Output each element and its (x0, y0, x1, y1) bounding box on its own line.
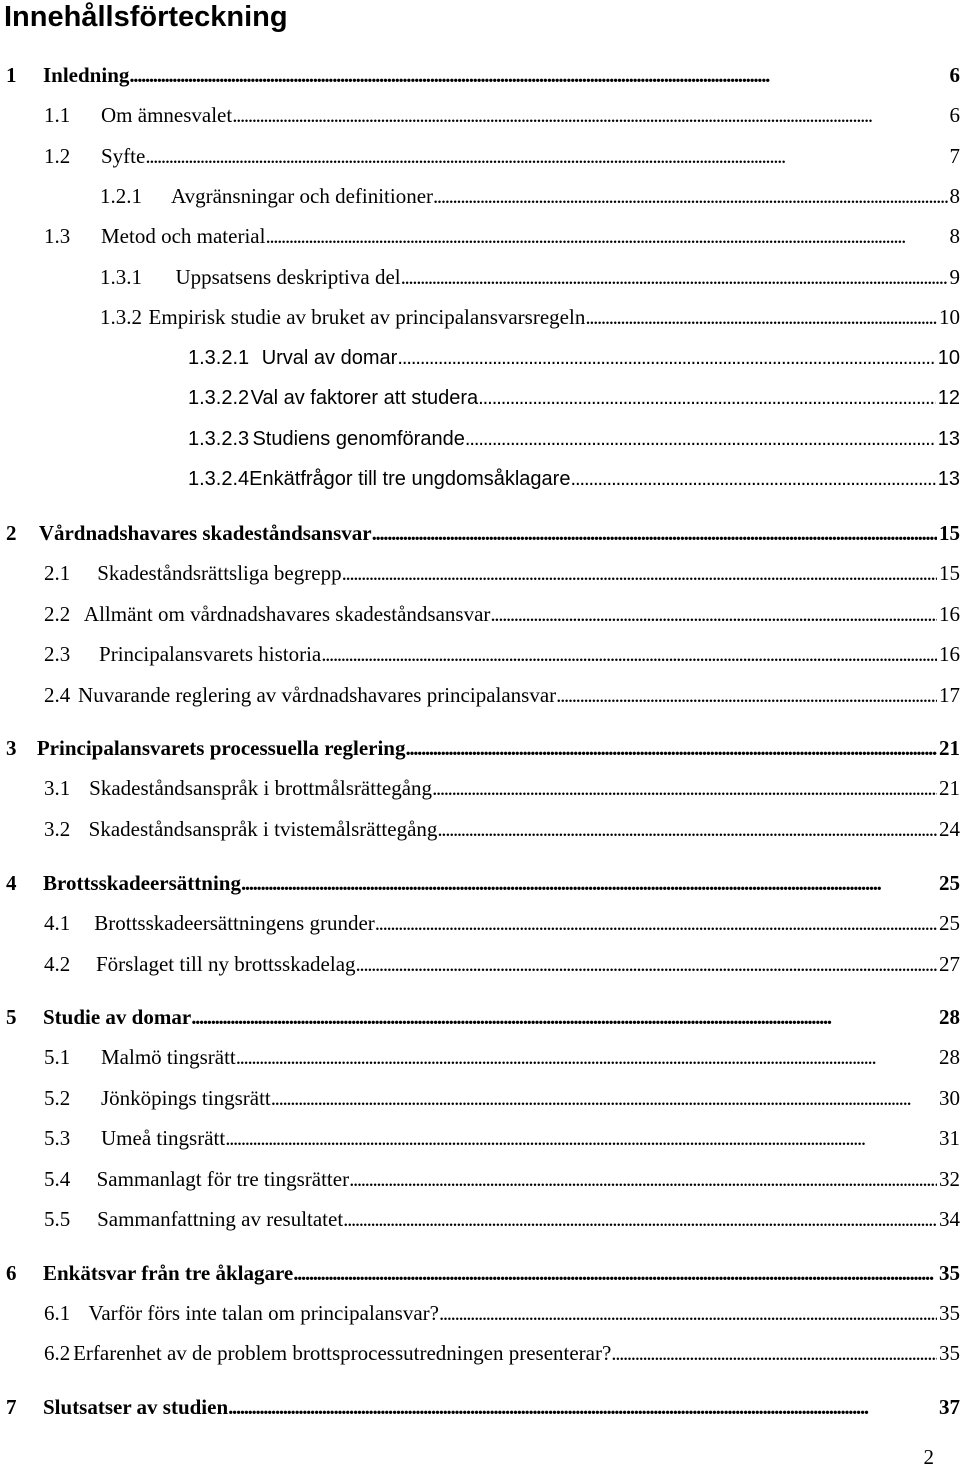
toc-entry-number: 5.4 (44, 1167, 71, 1191)
toc-entry-title: Vårdnadshavares skadeståndsansvar (38, 521, 372, 545)
toc-entry-title: Metod och material (101, 224, 266, 248)
toc-entry-page: 25 (939, 911, 960, 935)
toc-entry-page: 6 (949, 103, 960, 127)
toc-entry-title: Skadeståndsanspråk i tvistemålsrättegång (88, 817, 438, 841)
toc-dot-leader (271, 1083, 937, 1113)
toc-dot-leader (401, 262, 948, 292)
toc-entry-page: 6 (949, 63, 960, 87)
toc-entry-title: Slutsatser av studien (43, 1395, 229, 1419)
toc-entry-title: Nuvarande reglering av vårdnadshavares principalansvar (78, 683, 557, 707)
toc-entry[interactable] (44, 908, 960, 938)
toc-entry-number: 1.3 (44, 224, 71, 248)
toc-entry-title: Malmö tingsrätt (101, 1045, 236, 1069)
toc-entry-title: Skadeståndsrättsliga begrepp (97, 561, 342, 585)
toc-entry-title: Förslaget till ny brottsskadelag (95, 952, 356, 976)
toc-entry[interactable] (188, 383, 960, 413)
toc-entry-title: Skadeståndsanspråk i brottmålsrättegång (89, 776, 433, 800)
toc-entry-number: 4.2 (44, 952, 71, 976)
toc-entry[interactable] (188, 464, 960, 494)
toc-entry-page: 15 (939, 521, 960, 545)
toc-entry-title: Sammanfattning av resultatet (97, 1207, 344, 1231)
toc-entry[interactable] (188, 343, 960, 373)
toc-entry-title: Umeå tingsrätt (101, 1126, 226, 1150)
toc-dot-leader (129, 60, 947, 90)
toc-dot-leader (439, 1298, 937, 1328)
toc-entry-title: Val av faktorer att studera (250, 387, 479, 409)
toc-entry[interactable] (6, 1392, 960, 1422)
toc-dot-leader (375, 908, 937, 938)
toc-entry-number: 3.1 (44, 776, 71, 800)
toc-entry-page: 10 (937, 347, 960, 369)
toc-entry-number: 3 (6, 736, 17, 760)
toc-entry-number: 7 (6, 1395, 17, 1419)
toc-entry-page: 28 (939, 1045, 960, 1069)
toc-entry[interactable] (44, 141, 960, 171)
toc-dot-leader (372, 518, 937, 548)
toc-entry-number: 6 (6, 1261, 17, 1285)
toc-entry-title: Jönköpings tingsrätt (101, 1086, 271, 1110)
toc-entry-title: Uppsatsens deskriptiva del (175, 265, 401, 289)
toc-entry-page: 8 (949, 224, 960, 248)
toc-entry-page: 12 (937, 387, 960, 409)
toc-dot-leader (265, 221, 947, 251)
toc-entry[interactable] (44, 1164, 960, 1194)
toc-entry[interactable] (44, 680, 960, 710)
toc-entry-page: 34 (939, 1207, 960, 1231)
toc-dot-leader (321, 639, 937, 669)
toc-dot-leader (433, 181, 947, 211)
toc-entry-number: 6.2 (44, 1341, 71, 1365)
toc-entry-page: 35 (939, 1261, 960, 1285)
toc-entry-number: 1.3.2.1 (188, 347, 250, 369)
toc-entry-page: 7 (949, 144, 960, 168)
toc-dot-leader (585, 302, 937, 332)
toc-entry-title: Om ämnesvalet (101, 103, 233, 127)
toc-entry[interactable] (44, 1298, 960, 1328)
toc-entry-title: Empirisk studie av bruket av principalansvarsregeln (148, 305, 586, 329)
toc-entry[interactable] (44, 773, 960, 803)
toc-entry-title: Avgränsningar och definitioner (171, 184, 434, 208)
toc-entry[interactable] (100, 302, 960, 332)
toc-entry-number: 4.1 (44, 911, 71, 935)
toc-entry-title: Brottsskadeersättning (43, 871, 241, 895)
toc-entry-number: 1.3.2.2 (188, 387, 250, 409)
page-number: 2 (923, 1445, 934, 1469)
toc-dot-leader (349, 1164, 937, 1194)
toc-entry-page: 13 (937, 468, 960, 490)
toc-entry-title: Inledning (43, 63, 130, 87)
toc-entry-page: 13 (937, 428, 960, 450)
toc-dot-leader (232, 100, 947, 130)
toc-entry-page: 24 (939, 817, 960, 841)
toc-entry-number: 4 (6, 871, 17, 895)
toc-entry-number: 2.1 (44, 561, 71, 585)
toc-entry[interactable] (44, 1083, 960, 1113)
toc-entry[interactable] (100, 181, 960, 211)
toc-entry[interactable] (6, 60, 960, 90)
toc-entry-page: 27 (939, 952, 960, 976)
toc-entry-page: 25 (939, 871, 960, 895)
toc-dot-leader (228, 1392, 937, 1422)
toc-entry[interactable] (100, 262, 960, 292)
toc-entry-title: Varför förs inte talan om principalansvar? (88, 1301, 439, 1325)
toc-entry-title: Sammanlagt för tre tingsrätter (96, 1167, 350, 1191)
toc-entry-page: 15 (939, 561, 960, 585)
toc-entry[interactable] (44, 814, 960, 844)
toc-entry-page: 9 (949, 265, 960, 289)
toc-entry-page: 8 (949, 184, 960, 208)
toc-entry[interactable] (6, 1258, 960, 1288)
toc-entry-page: 21 (939, 736, 960, 760)
toc-entry-title: Principalansvarets processuella reglering (36, 736, 406, 760)
toc-dot-leader (343, 1204, 937, 1234)
toc-dot-leader (191, 1002, 937, 1032)
toc-entry-title: Enkätsvar från tre åklagare (43, 1261, 294, 1285)
toc-dot-leader (556, 680, 937, 710)
toc-entry-page: 37 (939, 1395, 960, 1419)
toc-dot-leader (437, 814, 937, 844)
toc-dot-leader (241, 868, 937, 898)
toc-entry[interactable] (44, 221, 960, 251)
toc-dot-leader (145, 141, 947, 171)
toc-entry-page: 10 (939, 305, 960, 329)
toc-entry-title: Urval av domar (261, 347, 398, 369)
toc-entry-page: 35 (939, 1341, 960, 1365)
toc-entry-number: 5.2 (44, 1086, 71, 1110)
toc-entry-page: 28 (939, 1005, 960, 1029)
toc-entry-number: 3.2 (44, 817, 71, 841)
toc-entry[interactable] (44, 949, 960, 979)
toc-entry[interactable] (44, 1123, 960, 1153)
toc-entry-title: Brottsskadeersättningens grunder (94, 911, 375, 935)
toc-entry[interactable] (6, 518, 960, 548)
toc-entry-page: 31 (939, 1126, 960, 1150)
toc-entry[interactable] (6, 1002, 960, 1032)
toc-entry-number: 2.2 (44, 602, 71, 626)
toc-dot-leader (236, 1042, 937, 1072)
toc-entry-page: 17 (939, 683, 960, 707)
toc-dot-leader (397, 343, 935, 373)
toc-entry[interactable] (44, 1204, 960, 1234)
toc-entry-number: 1.2.1 (100, 184, 142, 208)
toc-entry-number: 5.5 (44, 1207, 71, 1231)
toc-entry-title: Erfarenhet av de problem brottsprocessutredningen presenterar? (73, 1341, 612, 1365)
toc-dot-leader (478, 383, 936, 413)
toc-entry-page: 21 (939, 776, 960, 800)
toc-entry-number: 2.4 (44, 683, 71, 707)
toc-entry-title: Principalansvarets historia (99, 642, 322, 666)
toc-entry-title: Enkätfrågor till tre ungdomsåklagare (249, 468, 571, 490)
toc-entry-page: 32 (939, 1167, 960, 1191)
toc-entry-page: 35 (939, 1301, 960, 1325)
toc-dot-leader (611, 1338, 937, 1368)
toc-entry[interactable] (188, 424, 960, 454)
toc-entry-number: 5.3 (44, 1126, 71, 1150)
toc-entry[interactable] (44, 1042, 960, 1072)
toc-dot-leader (432, 773, 937, 803)
toc-entry[interactable] (44, 1338, 960, 1368)
toc-entry-number: 6.1 (44, 1301, 71, 1325)
toc-entry[interactable] (44, 639, 960, 669)
toc-entry[interactable] (44, 599, 960, 629)
toc-entry-title: Studiens genomförande (252, 428, 465, 450)
toc-entry-number: 1.3.1 (100, 265, 142, 289)
toc-entry-title: Syfte (101, 144, 146, 168)
toc-entry-title: Studie av domar (43, 1005, 192, 1029)
toc-entry[interactable] (44, 558, 960, 588)
toc-entry-number: 1.3.2 (100, 305, 142, 329)
toc-entry-number: 1.2 (44, 144, 71, 168)
toc-entry[interactable] (6, 868, 960, 898)
toc-dot-leader (342, 558, 937, 588)
toc-dot-leader (293, 1258, 937, 1288)
toc-entry-page: 30 (939, 1086, 960, 1110)
toc-dot-leader (356, 949, 937, 979)
toc-entry[interactable] (44, 100, 960, 130)
toc-entry[interactable] (6, 733, 960, 763)
toc-dot-leader (405, 733, 937, 763)
toc-entry-number: 5.1 (44, 1045, 71, 1069)
toc-entry-title: Allmänt om vårdnadshavares skadeståndsansvar (83, 602, 491, 626)
toc-entry-number: 1.3.2.3 (188, 428, 250, 450)
toc-entry-number: 1.3.2.4 (188, 468, 250, 490)
toc-entry-number: 2.3 (44, 642, 71, 666)
toc-dot-leader (465, 424, 936, 454)
toc-dot-leader (570, 464, 935, 494)
toc-entry-number: 1 (6, 63, 17, 87)
toc-entry-number: 5 (6, 1005, 17, 1029)
toc-heading: Innehållsförteckning (4, 1, 288, 33)
toc-entry-number: 2 (6, 521, 17, 545)
toc-dot-leader (490, 599, 937, 629)
toc-entry-number: 1.1 (44, 103, 71, 127)
toc-entry-page: 16 (939, 602, 960, 626)
toc-dot-leader (225, 1123, 937, 1153)
toc-entry-page: 16 (939, 642, 960, 666)
